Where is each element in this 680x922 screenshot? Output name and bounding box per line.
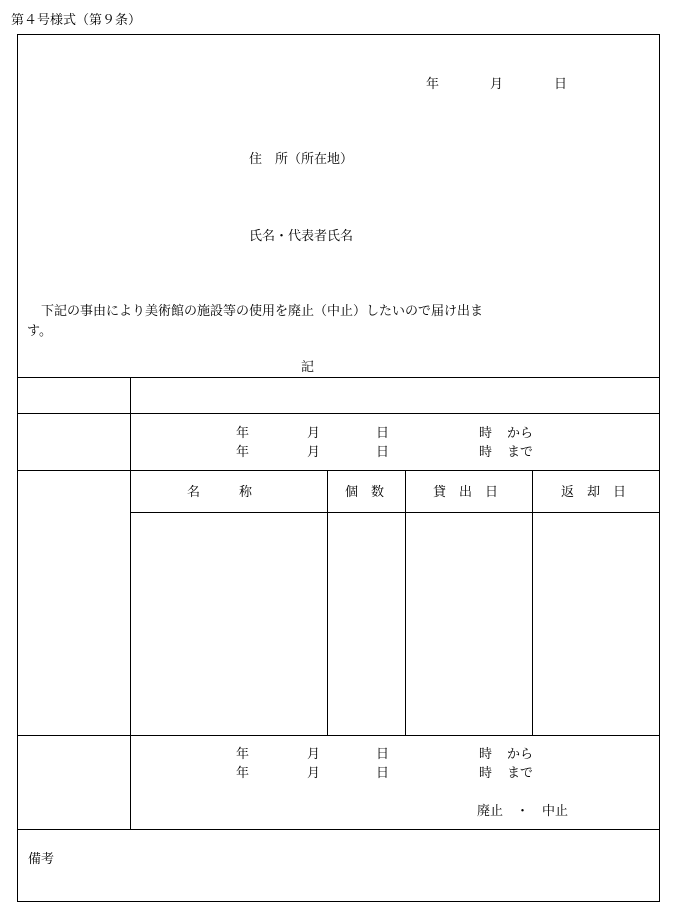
items-col-divider-2 — [405, 470, 406, 736]
cancel-to-suffix: まで — [507, 766, 534, 781]
cancel-to-month: 月 — [307, 766, 321, 781]
cancel-from-year: 年 — [236, 747, 250, 762]
period-from-suffix: から — [507, 426, 534, 441]
cancel-from-hour: 時 — [479, 747, 493, 762]
date-day-label: 日 — [554, 77, 568, 92]
remarks-label: 備考 — [28, 852, 55, 867]
row-divider-2 — [17, 470, 660, 471]
row-divider-4 — [17, 829, 660, 830]
period-to-year: 年 — [236, 445, 250, 460]
date-year-label: 年 — [426, 77, 440, 92]
cancel-to-year: 年 — [236, 766, 250, 781]
table-top-line — [17, 377, 660, 378]
items-header-quantity: 個 数 — [345, 485, 385, 500]
cancel-choice: 廃止 ・ 中止 — [477, 804, 569, 819]
period-to-day: 日 — [376, 445, 390, 460]
date-month-label: 月 — [490, 77, 504, 92]
cancel-from-suffix: から — [507, 747, 534, 762]
period-from-month: 月 — [307, 426, 321, 441]
period-to-month: 月 — [307, 445, 321, 460]
row-divider-1 — [17, 413, 660, 414]
cancel-to-hour: 時 — [479, 766, 493, 781]
items-col-divider-3 — [532, 470, 533, 736]
cancel-from-day: 日 — [376, 747, 390, 762]
period-from-day: 日 — [376, 426, 390, 441]
address-label: 住 所（所在地） — [249, 152, 354, 167]
label-column-divider — [130, 377, 131, 830]
items-col-divider-1 — [327, 470, 328, 736]
period-from-hour: 時 — [479, 426, 493, 441]
items-header-divider — [130, 512, 660, 513]
name-label: 氏名・代表者氏名 — [249, 229, 354, 244]
row-divider-3 — [17, 735, 660, 736]
form-title: 第４号様式（第９条） — [11, 13, 142, 28]
cancel-to-day: 日 — [376, 766, 390, 781]
statement-line-1: 下記の事由により美術館の施設等の使用を廃止（中止）したいので届け出ま — [41, 304, 484, 319]
period-from-year: 年 — [236, 426, 250, 441]
period-to-suffix: まで — [507, 445, 534, 460]
ki-label: 記 — [301, 360, 315, 375]
items-header-name: 名 称 — [187, 485, 253, 500]
items-header-return-date: 返 却 日 — [561, 485, 627, 500]
items-header-loan-date: 貸 出 日 — [433, 485, 499, 500]
statement-line-2: す。 — [27, 324, 52, 339]
cancel-from-month: 月 — [307, 747, 321, 762]
period-to-hour: 時 — [479, 445, 493, 460]
